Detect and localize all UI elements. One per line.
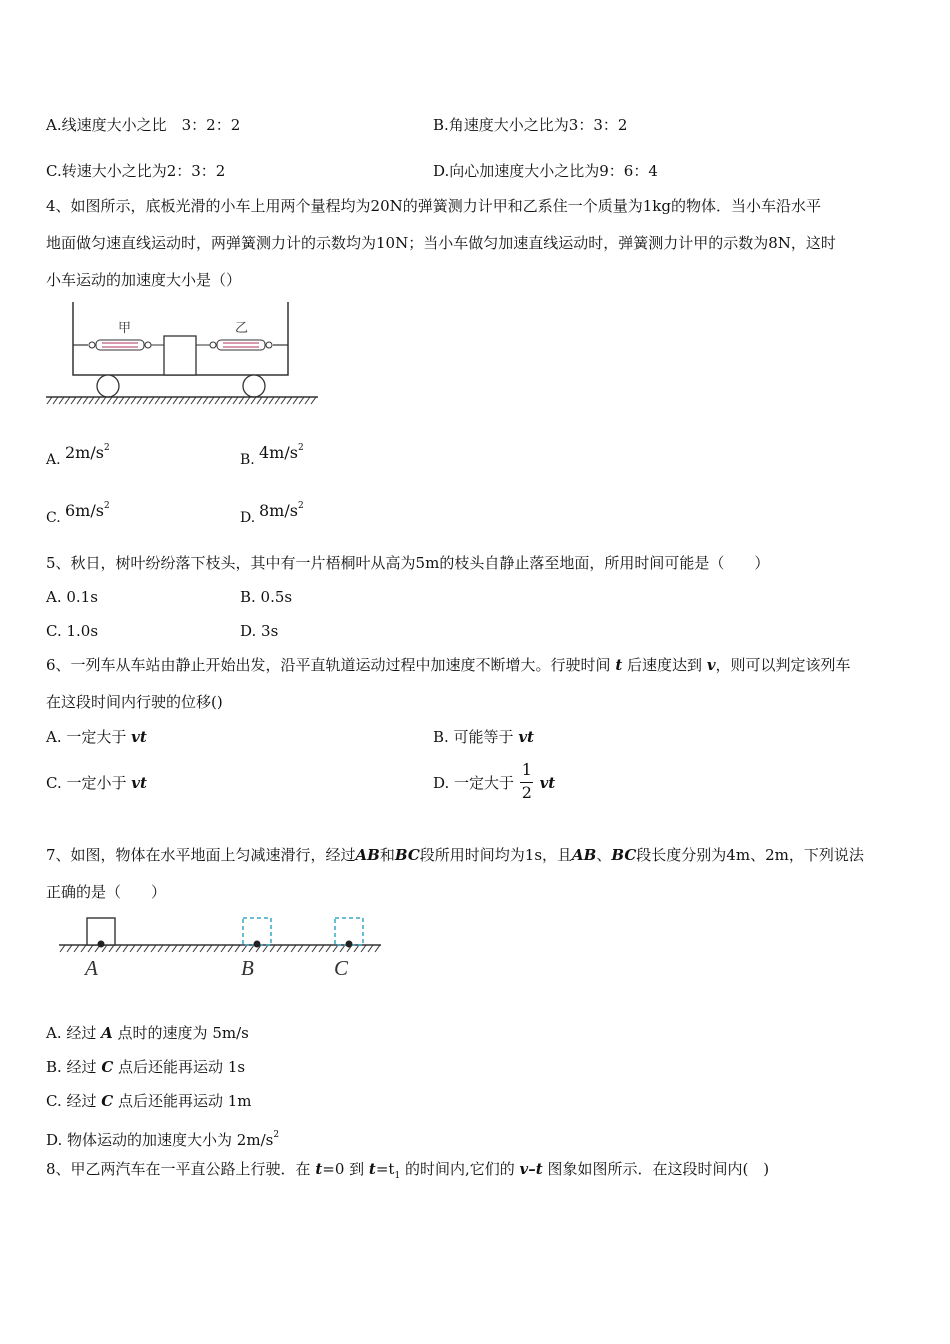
ground-hatch-line: [227, 397, 232, 404]
ground-hatch-line: [167, 397, 172, 404]
ground-hatch-line: [340, 945, 345, 952]
ground-hatch-line: [151, 945, 156, 952]
ground-hatch-line: [368, 945, 373, 952]
ground-hatch-line: [125, 397, 130, 404]
q6-option-b: B. 可能等于 vt: [433, 728, 534, 746]
q6-line-2: 在这段时间内行驶的位移(): [46, 693, 223, 711]
label-jia: 甲: [118, 321, 132, 336]
ground-hatch-line: [299, 397, 304, 404]
ground-hatch-line: [200, 945, 205, 952]
ground-hatch-line: [131, 397, 136, 404]
ground-hatch-line: [197, 397, 202, 404]
q4-line-3: 小车运动的加速度大小是（）: [46, 271, 242, 289]
ground-hatch-line: [119, 397, 124, 404]
ground-hatch-line: [71, 397, 76, 404]
ground-hatch-line: [59, 397, 64, 404]
ground-hatch-line: [149, 397, 154, 404]
ground-hatch-line: [144, 945, 149, 952]
label-point-a: A: [85, 956, 98, 980]
ground-hatch-line: [179, 397, 184, 404]
ground-hatch-line: [158, 945, 163, 952]
ground-hatch-line: [249, 945, 254, 952]
ground-hatch-line: [137, 397, 142, 404]
q5-option-b: B. 0.5s: [240, 588, 293, 606]
q6-line-1: 6、一列车从车站由静止开始出发，沿平直轨道运动过程中加速度不断增大。行驶时间 t 后速度达到 v，则可以判定该列车: [46, 656, 851, 674]
ground-hatch-line: [221, 397, 226, 404]
label-point-b: B: [241, 956, 254, 980]
ground-hatch-line: [193, 945, 198, 952]
q4-line-2: 地面做匀速直线运动时，两弹簧测力计的示数均为10N；当小车做匀加速直线运动时，弹簧测力计甲的示数为8N，这时: [46, 234, 836, 252]
q7-option-c: C. 经过 C 点后还能再运动 1m: [46, 1092, 252, 1110]
q4-line-1: 4、如图所示，底板光滑的小车上用两个量程均为20N的弹簧测力计甲和乙系住一个质量为1kg的物体．当小车沿水平: [46, 197, 821, 215]
ground-hatch-line: [185, 397, 190, 404]
ground-hatch-line: [287, 397, 292, 404]
ground-hatch-line: [284, 945, 289, 952]
ground-hatch-line: [186, 945, 191, 952]
ground-hatch-line: [270, 945, 275, 952]
ground-hatch-line: [83, 397, 88, 404]
ground-hatch-line: [173, 397, 178, 404]
ground-hatch-line: [123, 945, 128, 952]
ground-hatch-line: [293, 397, 298, 404]
q5-option-d: D. 3s: [240, 622, 279, 640]
ground-hatch-line: [88, 945, 93, 952]
ground-hatch-line: [95, 397, 100, 404]
ground-hatch-line: [165, 945, 170, 952]
ground-hatch-line: [207, 945, 212, 952]
ground-hatch-line: [375, 945, 380, 952]
ground-hatch-line: [319, 945, 324, 952]
ground-hatch-line: [203, 397, 208, 404]
ground-hatch-line: [235, 945, 240, 952]
q3-option-d: D.向心加速度大小之比为9：6：4: [433, 162, 658, 180]
ground-hatch-line: [77, 397, 82, 404]
label-yi: 乙: [235, 321, 249, 336]
ground-hatch-line: [277, 945, 282, 952]
q6-option-c: C. 一定小于 vt: [46, 774, 147, 792]
ground-hatch-line: [221, 945, 226, 952]
ground-hatch-line: [361, 945, 366, 952]
ground-hatch-line: [242, 945, 247, 952]
ground-hatch-line: [65, 397, 70, 404]
ground-hatch-line: [101, 397, 106, 404]
q3-option-a: A.线速度大小之比 3：2：2: [46, 116, 241, 134]
ground-hatch-line: [209, 397, 214, 404]
ground-hatch-line: [179, 945, 184, 952]
ground-hatch-line: [130, 945, 135, 952]
ground-hatch-line: [53, 397, 58, 404]
ground-hatch-line: [89, 397, 94, 404]
ground-hatch-line: [143, 397, 148, 404]
ground-hatch-line: [172, 945, 177, 952]
ground-hatch-line: [275, 397, 280, 404]
ground-hatch-line: [116, 945, 121, 952]
ground-hatch-line: [67, 945, 72, 952]
ground-hatch-line: [263, 945, 268, 952]
q3-option-c: C.转速大小之比为2：3：2: [46, 162, 226, 180]
ground-hatch-line: [107, 397, 112, 404]
q7-option-b: B. 经过 C 点后还能再运动 1s: [46, 1058, 246, 1076]
q5-line-1: 5、秋日，树叶纷纷落下枝头，其中有一片梧桐叶从高为5m的枝头自静止落至地面，所用时间可能是（ ）: [46, 554, 770, 572]
ground-hatch-line: [298, 945, 303, 952]
ground-hatch-line: [233, 397, 238, 404]
q7-option-d: D. 物体运动的加速度大小为 $2m/s^2$: [46, 1130, 280, 1149]
q5-option-a: A. 0.1s: [46, 588, 98, 606]
ground-hatch-line: [305, 945, 310, 952]
ground-hatch-line: [311, 397, 316, 404]
q7-line-1: 7、如图，物体在水平地面上匀减速滑行，经过AB和BC段所用时间均为1s，且AB、BC段长度分别为4m、2m，下列说法: [46, 846, 864, 864]
ground-hatch-line: [228, 945, 233, 952]
ground-hatch-line: [291, 945, 296, 952]
ground-hatch-line: [113, 397, 118, 404]
label-point-c: C: [334, 956, 349, 980]
ground-hatch-line: [155, 397, 160, 404]
q4-cart-figure: [40, 300, 330, 410]
ground-hatch-line: [81, 945, 86, 952]
ground-hatch-line: [245, 397, 250, 404]
ground-hatch-line: [312, 945, 317, 952]
q7-ground-figure: [55, 912, 385, 982]
ground-hatch-line: [354, 945, 359, 952]
ground-hatch-line: [333, 945, 338, 952]
ground-hatch-line: [60, 945, 65, 952]
ground-hatch-line: [305, 397, 310, 404]
ground-hatch-line: [251, 397, 256, 404]
ground-hatch-line: [137, 945, 142, 952]
ground-hatch-line: [263, 397, 268, 404]
q7-option-a: A. 经过 A 点时的速度为 5m/s: [46, 1024, 249, 1042]
q6-option-d: D. 一定大于 $\frac{1}{2}$ vt: [433, 760, 556, 802]
ground-hatch-line: [191, 397, 196, 404]
ground-hatch-line: [281, 397, 286, 404]
ground-hatch-line: [239, 397, 244, 404]
q6-option-a: A. 一定大于 vt: [46, 728, 147, 746]
ground-hatch-line: [161, 397, 166, 404]
q5-option-c: C. 1.0s: [46, 622, 99, 640]
ground-hatch-line: [74, 945, 79, 952]
q7-line-2: 正确的是（ ）: [46, 883, 167, 901]
q3-option-b: B.角速度大小之比为3：3：2: [433, 116, 628, 134]
ground-hatch-line: [257, 397, 262, 404]
ground-hatch-line: [47, 397, 52, 404]
q8-line-1: 8、甲乙两汽车在一平直公路上行驶．在 t=0 到 $t=t_1$ 的时间内,它们的 v–t 图象如图所示．在这段时间内( ): [46, 1160, 770, 1181]
fraction-one-half: $\frac{1}{2}$: [521, 760, 532, 802]
ground-hatch-line: [109, 945, 114, 952]
ground-hatch-line: [326, 945, 331, 952]
ground-hatch-line: [215, 397, 220, 404]
ground-hatch-line: [214, 945, 219, 952]
ground-hatch-line: [269, 397, 274, 404]
